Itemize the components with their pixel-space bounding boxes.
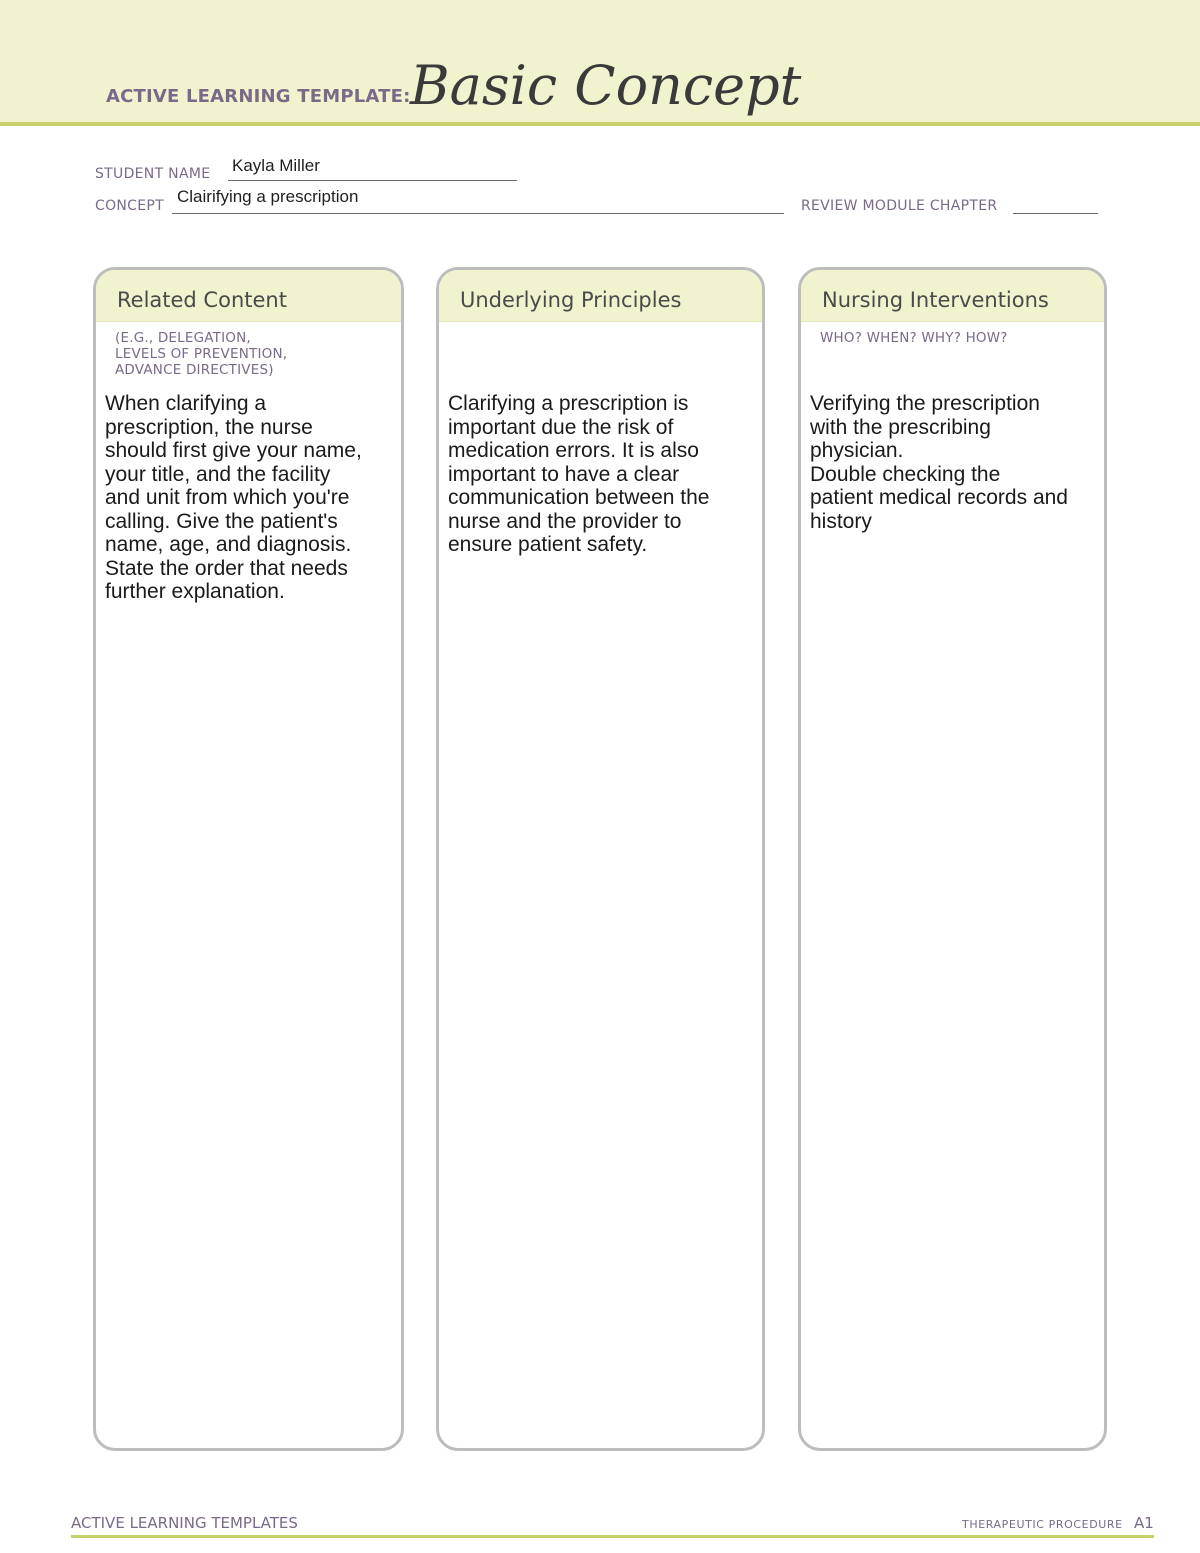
concept-field[interactable]: Clairifying a prescription [177,187,359,206]
panel-subtitle-line: WHO? WHEN? WHY? HOW? [820,330,1008,346]
panel-underlying-principles [436,267,765,1451]
panel-title: Nursing Interventions [801,270,1104,322]
header-rule [0,122,1200,126]
review-module-line [1013,213,1098,214]
footer-left: ACTIVE LEARNING TEMPLATES [71,1514,298,1532]
related-content-text[interactable]: When clarifying a prescription, the nurse should first give your name, your title, and the facility and unit from which you're calling. Give the patient's name, age, and diagnosis. State the order that needs further explanation. [105,392,362,603]
student-name-field[interactable]: Kayla Miller [232,156,320,175]
student-name-line [228,180,517,181]
concept-line [172,213,784,214]
panel-subtitle [115,330,401,378]
panel-related-content [93,267,404,1451]
footer-rule [71,1535,1154,1538]
footer-right: THERAPEUTIC PROCEDURE [962,1518,1123,1531]
student-name-label: STUDENT NAME [95,166,211,182]
panel-title: Related Content [96,270,401,322]
page-title: Basic Concept [410,54,802,117]
underlying-principles-text[interactable]: Clarifying a prescription is important due the risk of medication errors. It is also important to have a clear communication between the nurse and the provider to ensure patient safety. [448,392,710,556]
concept-label: CONCEPT [95,198,164,214]
nursing-interventions-text[interactable]: Verifying the prescription with the prescribing physician. Double checking the patient medical records and history [810,392,1068,533]
panel-subtitle [820,330,1104,346]
template-label: ACTIVE LEARNING TEMPLATE: [106,86,411,107]
page-number: A1 [1134,1514,1154,1532]
panel-subtitle-line: ADVANCE DIRECTIVES) [115,362,274,378]
panel-title: Underlying Principles [439,270,762,322]
review-module-label: REVIEW MODULE CHAPTER [801,198,998,214]
panel-nursing-interventions [798,267,1107,1451]
panel-subtitle-line: LEVELS OF PREVENTION, [115,346,288,362]
panel-subtitle-line: (E.G., DELEGATION, [115,330,251,346]
